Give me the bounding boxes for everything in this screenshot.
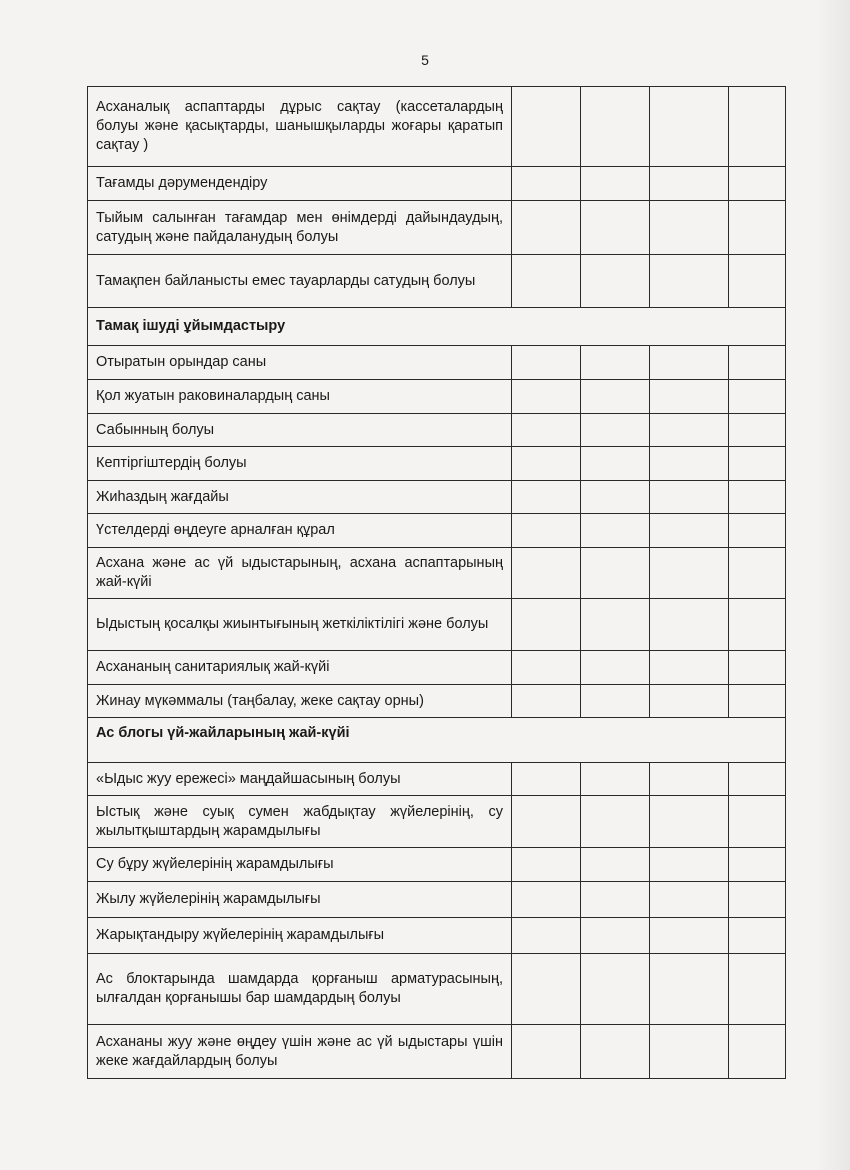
check-cell[interactable] — [650, 848, 729, 882]
item-text: Қол жуатын раковиналардың саны — [88, 380, 512, 414]
check-cell[interactable] — [650, 167, 729, 201]
check-cell[interactable] — [581, 447, 650, 481]
check-cell[interactable] — [581, 954, 650, 1025]
check-cell[interactable] — [581, 255, 650, 308]
check-cell[interactable] — [729, 1025, 786, 1079]
table-row — [88, 685, 786, 718]
check-cell[interactable] — [512, 447, 581, 481]
section-title: Ас блогы үй-жайларының жай-күйі — [88, 718, 786, 763]
table-row — [88, 954, 786, 1025]
check-cell[interactable] — [512, 954, 581, 1025]
check-cell[interactable] — [581, 848, 650, 882]
check-cell[interactable] — [581, 651, 650, 685]
check-cell[interactable] — [650, 918, 729, 954]
page-number: 5 — [421, 52, 429, 68]
table-row — [88, 1025, 786, 1079]
check-cell[interactable] — [512, 763, 581, 796]
check-cell[interactable] — [650, 87, 729, 167]
check-cell[interactable] — [729, 848, 786, 882]
check-cell[interactable] — [729, 255, 786, 308]
table-row — [88, 167, 786, 201]
table-row — [88, 481, 786, 514]
check-cell[interactable] — [650, 346, 729, 380]
item-text: Асхана және ас үй ыдыстарының, асхана аспаптарының жай-күйі — [88, 548, 512, 599]
item-text: Кептіргіштердің болуы — [88, 447, 512, 481]
check-cell[interactable] — [581, 87, 650, 167]
item-text: Асханалық аспаптарды дұрыс сақтау (кассеталардың болуы және қасықтарды, шанышқыларды жоғары қаратып сақтау ) — [88, 87, 512, 167]
check-cell[interactable] — [729, 796, 786, 848]
table-row — [88, 918, 786, 954]
check-cell[interactable] — [581, 763, 650, 796]
check-cell[interactable] — [729, 599, 786, 651]
item-text: Ыстық және суық сумен жабдықтау жүйелерінің, су жылытқыштардың жарамдылығы — [88, 796, 512, 848]
check-cell[interactable] — [512, 848, 581, 882]
check-cell[interactable] — [581, 548, 650, 599]
checklist-body — [88, 87, 786, 1079]
check-cell[interactable] — [650, 954, 729, 1025]
check-cell[interactable] — [729, 548, 786, 599]
table-row — [88, 651, 786, 685]
check-cell[interactable] — [729, 167, 786, 201]
table-row — [88, 346, 786, 380]
item-text: Асхананы жуу және өңдеу үшін және ас үй ыдыстары үшін жеке жағдайлардың болуы — [88, 1025, 512, 1079]
check-cell[interactable] — [581, 380, 650, 414]
section-row — [88, 308, 786, 346]
item-text: Жарықтандыру жүйелерінің жарамдылығы — [88, 918, 512, 954]
check-cell[interactable] — [512, 1025, 581, 1079]
check-cell[interactable] — [650, 651, 729, 685]
item-text: Ыдыстың қосалқы жиынтығының жеткіліктілігі және болуы — [88, 599, 512, 651]
check-cell[interactable] — [729, 514, 786, 548]
table-row — [88, 414, 786, 447]
item-text: Сабынның болуы — [88, 414, 512, 447]
check-cell[interactable] — [512, 918, 581, 954]
check-cell[interactable] — [581, 796, 650, 848]
check-cell[interactable] — [650, 201, 729, 255]
section-title: Тамақ ішуді ұйымдастыру — [88, 308, 786, 346]
check-cell[interactable] — [581, 201, 650, 255]
check-cell[interactable] — [581, 346, 650, 380]
table-row — [88, 848, 786, 882]
check-cell[interactable] — [512, 651, 581, 685]
item-text: Тағамды дәрумендендіру — [88, 167, 512, 201]
check-cell[interactable] — [650, 796, 729, 848]
item-text: Жиһаздың жағдайы — [88, 481, 512, 514]
check-cell[interactable] — [512, 201, 581, 255]
check-cell[interactable] — [729, 447, 786, 481]
check-cell[interactable] — [729, 346, 786, 380]
check-cell[interactable] — [512, 414, 581, 447]
check-cell[interactable] — [729, 201, 786, 255]
check-cell[interactable] — [650, 514, 729, 548]
check-cell[interactable] — [729, 882, 786, 918]
check-cell[interactable] — [729, 763, 786, 796]
check-cell[interactable] — [581, 599, 650, 651]
table-row — [88, 87, 786, 167]
section-row — [88, 718, 786, 763]
check-cell[interactable] — [512, 514, 581, 548]
table-row — [88, 514, 786, 548]
item-text: Жылу жүйелерінің жарамдылығы — [88, 882, 512, 918]
table-row — [88, 380, 786, 414]
check-cell[interactable] — [729, 918, 786, 954]
item-text: Отыратын орындар саны — [88, 346, 512, 380]
check-cell[interactable] — [581, 918, 650, 954]
check-cell[interactable] — [650, 447, 729, 481]
check-cell[interactable] — [729, 481, 786, 514]
check-cell[interactable] — [650, 763, 729, 796]
check-cell[interactable] — [650, 685, 729, 718]
check-cell[interactable] — [650, 414, 729, 447]
check-cell[interactable] — [650, 548, 729, 599]
check-cell[interactable] — [512, 685, 581, 718]
check-cell[interactable] — [650, 481, 729, 514]
item-text: Тамақпен байланысты емес тауарларды сатудың болуы — [88, 255, 512, 308]
item-text: Жинау мүкәммалы (таңбалау, жеке сақтау орны) — [88, 685, 512, 718]
table-row — [88, 201, 786, 255]
check-cell[interactable] — [650, 380, 729, 414]
check-cell[interactable] — [581, 685, 650, 718]
check-cell[interactable] — [650, 1025, 729, 1079]
check-cell[interactable] — [650, 882, 729, 918]
check-cell[interactable] — [729, 685, 786, 718]
check-cell[interactable] — [512, 346, 581, 380]
check-cell[interactable] — [512, 167, 581, 201]
item-text: Ас блоктарында шамдарда қорғаныш арматурасының, ылғалдан қорғанышы бар шамдардың болуы — [88, 954, 512, 1025]
check-cell[interactable] — [512, 548, 581, 599]
check-cell[interactable] — [512, 796, 581, 848]
check-cell[interactable] — [650, 255, 729, 308]
item-text: Үстелдерді өңдеуге арналған құрал — [88, 514, 512, 548]
table-row — [88, 763, 786, 796]
checklist-table — [87, 86, 786, 1079]
check-cell[interactable] — [581, 414, 650, 447]
check-cell[interactable] — [581, 1025, 650, 1079]
check-cell[interactable] — [512, 255, 581, 308]
check-cell[interactable] — [581, 167, 650, 201]
check-cell[interactable] — [512, 599, 581, 651]
table-row — [88, 796, 786, 848]
page-edge-shadow — [816, 0, 850, 1170]
item-text: «Ыдыс жуу ережесі» маңдайшасының болуы — [88, 763, 512, 796]
check-cell[interactable] — [512, 481, 581, 514]
check-cell[interactable] — [729, 380, 786, 414]
check-cell[interactable] — [729, 87, 786, 167]
check-cell[interactable] — [512, 882, 581, 918]
table-row — [88, 882, 786, 918]
table-row — [88, 255, 786, 308]
item-text: Тыйым салынған тағамдар мен өнімдерді дайындаудың, сатудың және пайдаланудың болуы — [88, 201, 512, 255]
check-cell[interactable] — [729, 414, 786, 447]
check-cell[interactable] — [512, 87, 581, 167]
check-cell[interactable] — [581, 514, 650, 548]
check-cell[interactable] — [512, 380, 581, 414]
check-cell[interactable] — [650, 599, 729, 651]
item-text: Асхананың санитариялық жай-күйі — [88, 651, 512, 685]
check-cell[interactable] — [581, 882, 650, 918]
table-row — [88, 447, 786, 481]
check-cell[interactable] — [729, 954, 786, 1025]
check-cell[interactable] — [729, 651, 786, 685]
table-row — [88, 548, 786, 599]
table-row — [88, 599, 786, 651]
check-cell[interactable] — [581, 481, 650, 514]
item-text: Су бұру жүйелерінің жарамдылығы — [88, 848, 512, 882]
